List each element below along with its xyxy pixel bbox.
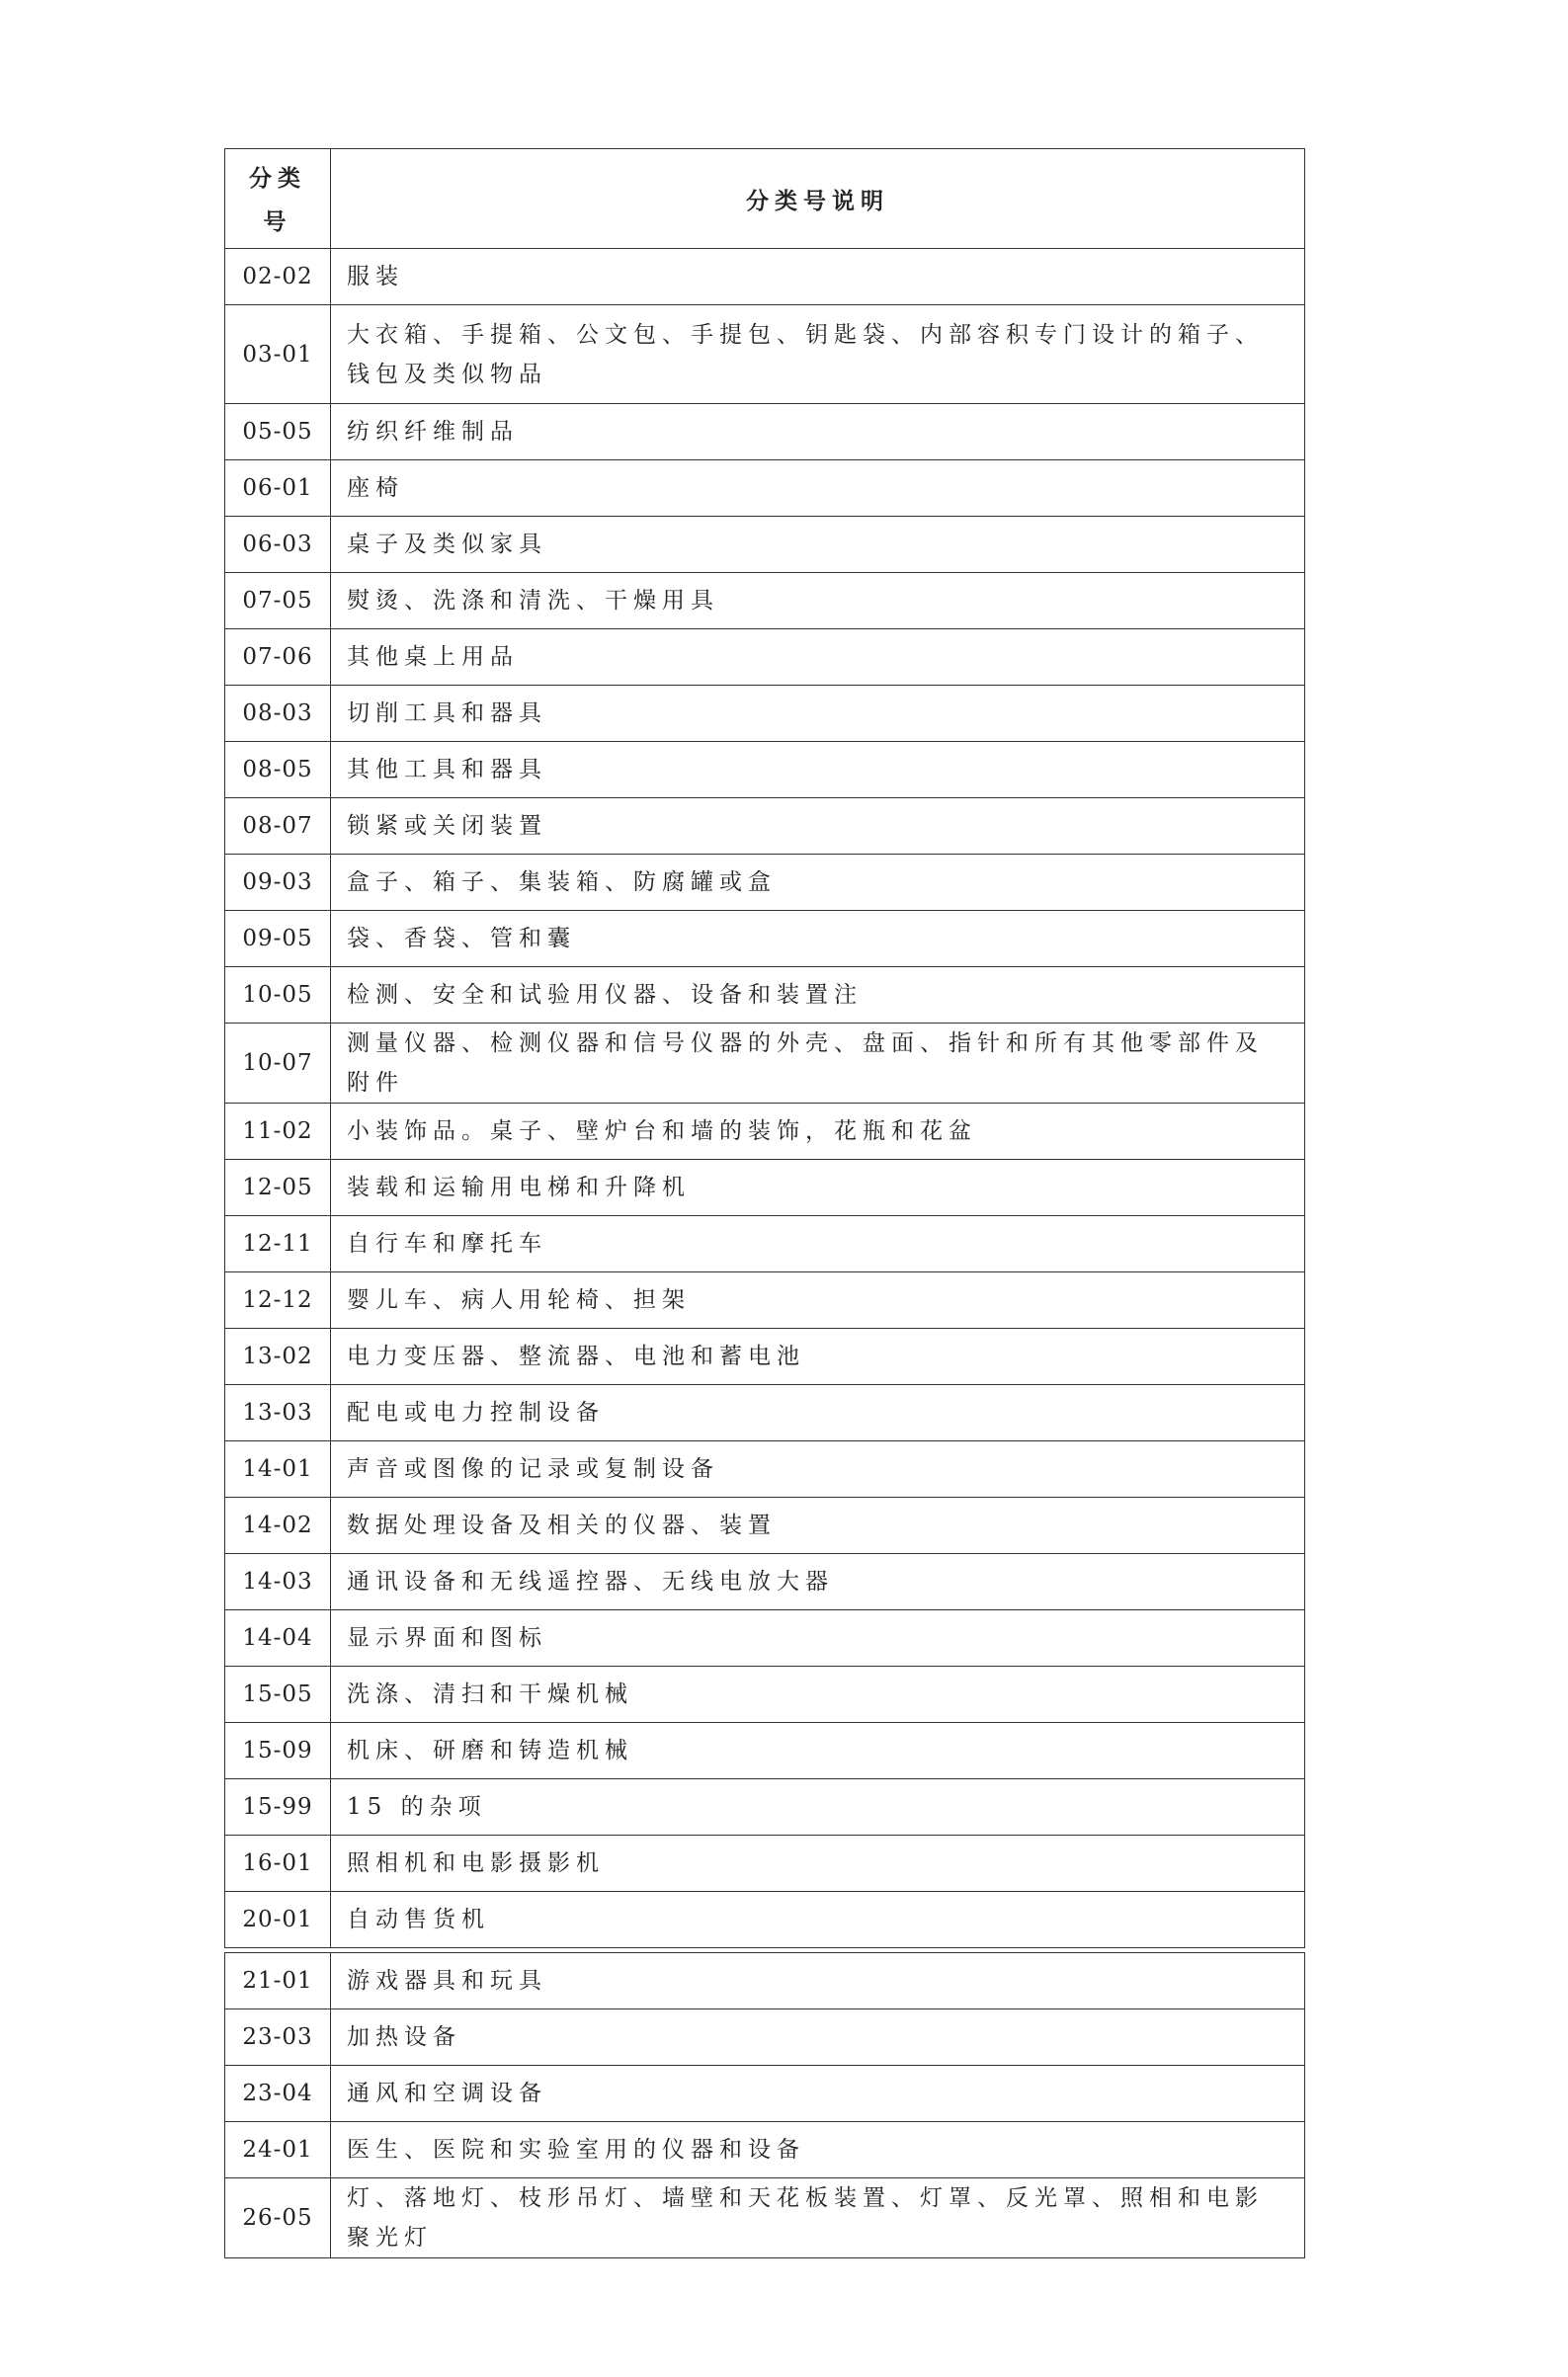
table-row	[225, 517, 1305, 573]
row-desc: 锁紧或关闭装置	[331, 798, 1305, 855]
table-body-part1	[225, 249, 1305, 1948]
table-row	[225, 404, 1305, 460]
table-row	[225, 1953, 1305, 2009]
row-code: 11-02	[225, 1104, 331, 1160]
row-desc: 检测、安全和试验用仪器、设备和装置注	[331, 967, 1305, 1024]
table-row	[225, 798, 1305, 855]
table-row	[225, 573, 1305, 629]
row-code: 13-02	[225, 1329, 331, 1385]
table-header-row	[225, 149, 1305, 249]
row-desc: 座椅	[331, 460, 1305, 517]
table-row	[225, 1836, 1305, 1892]
row-code: 08-03	[225, 686, 331, 742]
row-desc: 其他工具和器具	[331, 742, 1305, 798]
row-desc: 机床、研磨和铸造机械	[331, 1723, 1305, 1779]
row-desc: 照相机和电影摄影机	[331, 1836, 1305, 1892]
row-desc: 数据处理设备及相关的仪器、装置	[331, 1498, 1305, 1554]
row-desc: 电力变压器、整流器、电池和蓄电池	[331, 1329, 1305, 1385]
table-row	[225, 1892, 1305, 1948]
table-row	[225, 1024, 1305, 1104]
row-code: 03-01	[225, 305, 331, 404]
row-code: 26-05	[225, 2178, 331, 2258]
row-desc: 通讯设备和无线遥控器、无线电放大器	[331, 1554, 1305, 1610]
row-code: 07-05	[225, 573, 331, 629]
table-row	[225, 1610, 1305, 1667]
table-row	[225, 1272, 1305, 1329]
table-row	[225, 249, 1305, 305]
table-row	[225, 911, 1305, 967]
row-desc: 医生、医院和实验室用的仪器和设备	[331, 2122, 1305, 2178]
row-desc: 其他桌上用品	[331, 629, 1305, 686]
table-row	[225, 855, 1305, 911]
row-desc: 洗涤、清扫和干燥机械	[331, 1667, 1305, 1723]
row-desc: 灯、落地灯、枝形吊灯、墙壁和天花板装置、灯罩、反光罩、照相和电影聚光灯	[331, 2178, 1305, 2258]
table-row	[225, 1554, 1305, 1610]
row-desc: 熨烫、洗涤和清洗、干燥用具	[331, 573, 1305, 629]
header-code-line-2: 号	[263, 208, 292, 235]
row-desc: 加热设备	[331, 2009, 1305, 2066]
table-row	[225, 967, 1305, 1024]
row-desc: 切削工具和器具	[331, 686, 1305, 742]
row-code: 07-06	[225, 629, 331, 686]
table-row	[225, 1498, 1305, 1554]
table-row	[225, 1216, 1305, 1272]
table-row	[225, 1104, 1305, 1160]
row-desc: 配电或电力控制设备	[331, 1385, 1305, 1441]
row-code: 02-02	[225, 249, 331, 305]
row-desc: 大衣箱、手提箱、公文包、手提包、钥匙袋、内部容积专门设计的箱子、钱包及类似物品	[331, 305, 1305, 404]
table-row	[225, 1329, 1305, 1385]
header-desc: 分类号说明	[331, 149, 1305, 249]
row-code: 14-04	[225, 1610, 331, 1667]
table-row	[225, 1441, 1305, 1498]
table-row	[225, 2009, 1305, 2066]
row-code: 14-02	[225, 1498, 331, 1554]
row-code: 15-05	[225, 1667, 331, 1723]
table-row	[225, 2178, 1305, 2258]
row-code: 12-12	[225, 1272, 331, 1329]
header-code	[225, 149, 331, 249]
table-row	[225, 742, 1305, 798]
table-body-part2	[225, 1953, 1305, 2258]
row-desc: 自行车和摩托车	[331, 1216, 1305, 1272]
row-desc: 服装	[331, 249, 1305, 305]
row-desc: 通风和空调设备	[331, 2066, 1305, 2122]
row-code: 23-04	[225, 2066, 331, 2122]
table-row	[225, 1160, 1305, 1216]
row-code: 10-05	[225, 967, 331, 1024]
row-desc: 测量仪器、检测仪器和信号仪器的外壳、盘面、指针和所有其他零部件及附件	[331, 1024, 1305, 1104]
row-code: 12-11	[225, 1216, 331, 1272]
table-row	[225, 686, 1305, 742]
row-desc: 游戏器具和玩具	[331, 1953, 1305, 2009]
row-code: 20-01	[225, 1892, 331, 1948]
row-code: 06-03	[225, 517, 331, 573]
row-code: 23-03	[225, 2009, 331, 2066]
row-code: 15-09	[225, 1723, 331, 1779]
row-desc: 自动售货机	[331, 1892, 1305, 1948]
row-desc: 纺织纤维制品	[331, 404, 1305, 460]
row-code: 10-07	[225, 1024, 331, 1104]
table-row	[225, 305, 1305, 404]
row-desc: 显示界面和图标	[331, 1610, 1305, 1667]
row-code: 06-01	[225, 460, 331, 517]
row-code: 14-01	[225, 1441, 331, 1498]
row-desc: 装载和运输用电梯和升降机	[331, 1160, 1305, 1216]
row-code: 15-99	[225, 1779, 331, 1836]
row-code: 08-05	[225, 742, 331, 798]
row-code: 16-01	[225, 1836, 331, 1892]
header-code-line-1: 分类	[249, 165, 306, 192]
row-code: 09-03	[225, 855, 331, 911]
row-desc: 婴儿车、病人用轮椅、担架	[331, 1272, 1305, 1329]
table-row	[225, 2122, 1305, 2178]
row-desc: 小装饰品。桌子、壁炉台和墙的装饰，花瓶和花盆	[331, 1104, 1305, 1160]
table-row	[225, 1667, 1305, 1723]
row-desc: 袋、香袋、管和囊	[331, 911, 1305, 967]
row-code: 21-01	[225, 1953, 331, 2009]
row-code: 14-03	[225, 1554, 331, 1610]
table-row	[225, 1385, 1305, 1441]
row-code: 09-05	[225, 911, 331, 967]
row-code: 24-01	[225, 2122, 331, 2178]
row-code: 08-07	[225, 798, 331, 855]
table-row	[225, 1779, 1305, 1836]
table-row	[225, 460, 1305, 517]
row-desc: 盒子、箱子、集装箱、防腐罐或盒	[331, 855, 1305, 911]
table-row	[225, 629, 1305, 686]
row-code: 05-05	[225, 404, 331, 460]
row-desc: 桌子及类似家具	[331, 517, 1305, 573]
table-row	[225, 2066, 1305, 2122]
row-code: 13-03	[225, 1385, 331, 1441]
table-row	[225, 1723, 1305, 1779]
row-desc: 声音或图像的记录或复制设备	[331, 1441, 1305, 1498]
row-code: 12-05	[225, 1160, 331, 1216]
row-desc: 15 的杂项	[331, 1779, 1305, 1836]
classification-table	[224, 148, 1305, 2258]
